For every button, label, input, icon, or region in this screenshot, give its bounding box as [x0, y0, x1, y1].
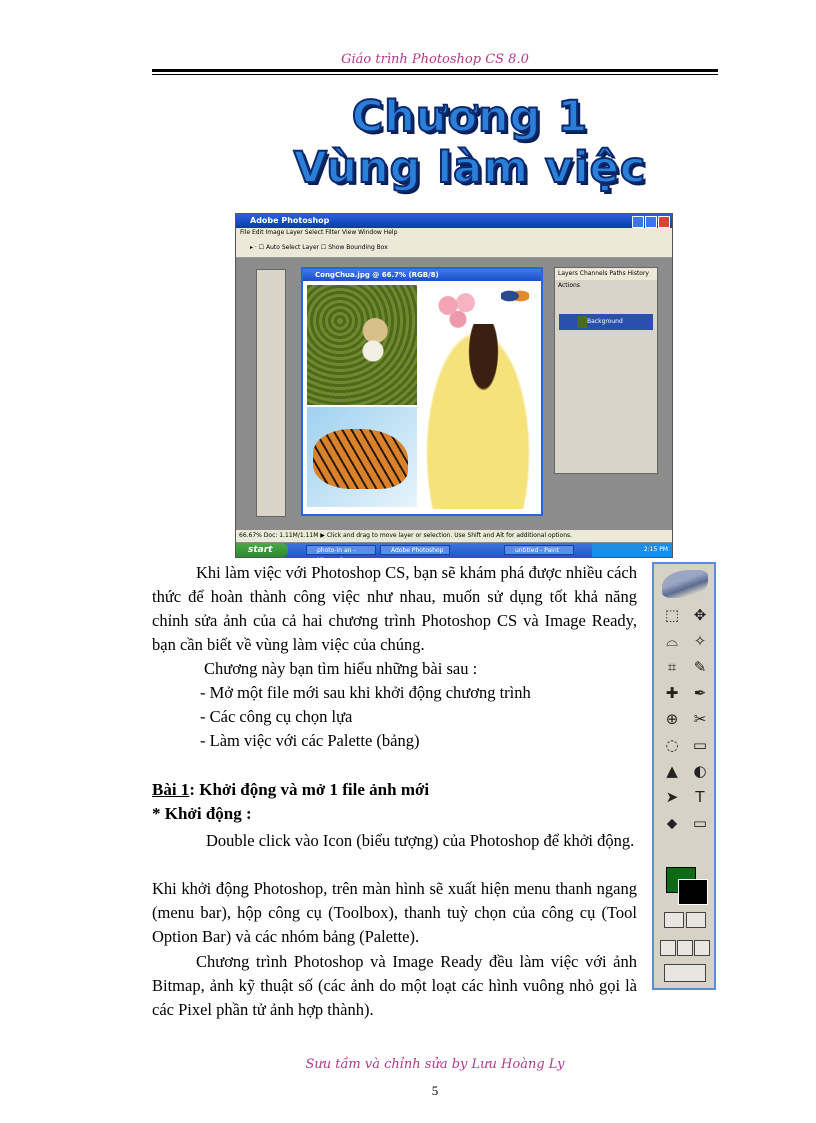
document-window — [301, 267, 543, 516]
princess-image — [423, 324, 533, 509]
running-header: Giáo trình Photoshop CS 8.0 — [341, 52, 529, 67]
document-title: CongChua.jpg @ 66.7% (RGB/8) — [303, 269, 541, 281]
photoshop-screenshot — [235, 213, 673, 564]
tool-icon: ✚ — [665, 684, 679, 702]
intro-paragraph: Khi làm việc với Photoshop CS, bạn sẽ khám phá được nhiều cách thức để hoàn thành công việc như nhau, muốn sử dụng tốt khả năng chỉnh sửa ảnh của cả hai chương trình Photoshop CS và Image Ready, bạn cần biết về vùng làm việc của chúng. — [152, 563, 637, 654]
tool-icon: ⬥ — [666, 814, 678, 832]
tool-options-bar: ▸ · ☐ Auto Select Layer ☐ Show Bounding Box — [236, 238, 672, 258]
startup-heading: * Khởi động : — [152, 804, 252, 823]
window-controls — [632, 216, 670, 228]
tool-icon: ◌ — [665, 736, 679, 754]
tool-icon: ▭ — [692, 736, 708, 754]
header-rule — [152, 69, 718, 72]
screen-mode-icon — [694, 940, 710, 956]
lesson-list-intro: Chương này bạn tìm hiểu những bài sau : — [204, 659, 478, 678]
tool-icon: ⬚ — [664, 606, 680, 624]
page-number: 5 — [431, 1083, 439, 1098]
screen-mode-icon — [677, 940, 693, 956]
lesson-title: : Khởi động và mở 1 file ảnh mới — [189, 780, 430, 799]
bitmap-paragraph: Chương trình Photoshop và Image Ready đều làm việc với ảnh Bitmap, ảnh kỹ thuật số (các ảnh do một loạt các hình vuông nhỏ gọi là các Pixel phần tử ảnh hợp thành). — [152, 952, 637, 1019]
system-tray-clock: 2:15 PM — [592, 543, 672, 557]
tool-icon: ➤ — [665, 788, 679, 806]
layer-name: Background — [587, 318, 623, 325]
tool-icon: ⊕ — [665, 710, 679, 728]
tool-icon: ✥ — [693, 606, 707, 624]
tool-grid — [661, 604, 711, 834]
tool-icon: ✂ — [693, 710, 707, 728]
header-rule-thin — [152, 74, 718, 75]
mini-toolbox — [256, 269, 286, 517]
lesson-list-item: - Các công cụ chọn lựa — [200, 707, 353, 726]
tool-icon: ✧ — [693, 632, 707, 650]
lesson-list-item: - Làm việc với các Palette (bảng) — [200, 731, 420, 750]
tool-icon: T — [695, 788, 705, 806]
tool-icon: ▲ — [666, 762, 678, 780]
tool-icon: ◐ — [693, 762, 707, 780]
windows-taskbar — [236, 543, 672, 564]
status-bar: 66.67% Doc: 1.11M/1.11M ▶ Click and drag to move layer or selection. Use Shift and Alt for additional options. — [236, 530, 672, 542]
tiger-image — [313, 429, 408, 489]
screen-mode-icon — [660, 940, 676, 956]
start-button: start — [236, 543, 288, 557]
quickmask-mode-icon — [686, 912, 706, 928]
lesson-label: Bài 1 — [152, 780, 190, 799]
jump-to-imageready-icon — [664, 964, 706, 982]
maximize-icon — [645, 216, 657, 228]
workspace-paragraph: Khi khởi động Photoshop, trên màn hình sẽ xuất hiện menu thanh ngang (menu bar), hộp công cụ (Toolbox), thanh tuỳ chọn của công cụ (Tool Option Bar) và các nhóm bảng (Palette). — [152, 879, 637, 946]
menu-bar: File Edit Image Layer Select Filter View Window Help — [236, 228, 672, 238]
tool-icon: ✎ — [693, 658, 707, 676]
tool-icon: ⌗ — [667, 658, 677, 676]
lesson-list-item: - Mở một file mới sau khi khởi động chương trình — [200, 683, 531, 702]
close-icon — [658, 216, 670, 228]
toolbox-figure — [652, 562, 716, 990]
taskbar-item: photo-in an - Microsof... — [306, 545, 376, 555]
window-titlebar: Adobe Photoshop — [236, 214, 672, 228]
chapter-number: Chương 1 — [351, 92, 589, 142]
feather-logo-icon — [662, 570, 708, 598]
layer-row — [559, 314, 653, 330]
layers-palette — [554, 267, 658, 474]
running-footer: Sưu tầm và chỉnh sửa by Lưu Hoàng Ly — [305, 1057, 565, 1072]
chapter-title: Vùng làm việc — [293, 143, 647, 193]
palette-tabs: Layers Channels Paths History Actions — [555, 268, 657, 280]
minimize-icon — [632, 216, 644, 228]
layer-thumbnail — [577, 316, 587, 328]
tool-icon: ▭ — [692, 814, 708, 832]
startup-paragraph: Double click vào Icon (biểu tượng) của Photoshop để khởi động. — [206, 831, 635, 850]
lesson-heading — [152, 780, 429, 800]
girl-in-grass-photo — [307, 285, 417, 405]
taskbar-item: Adobe Photoshop — [380, 545, 450, 555]
standard-mode-icon — [664, 912, 684, 928]
taskbar-item: untitled - Paint — [504, 545, 574, 555]
background-color-swatch — [678, 879, 708, 905]
tool-icon: ⌓ — [666, 632, 678, 650]
butterfly-image — [501, 285, 529, 307]
tool-icon: ✒ — [693, 684, 707, 702]
